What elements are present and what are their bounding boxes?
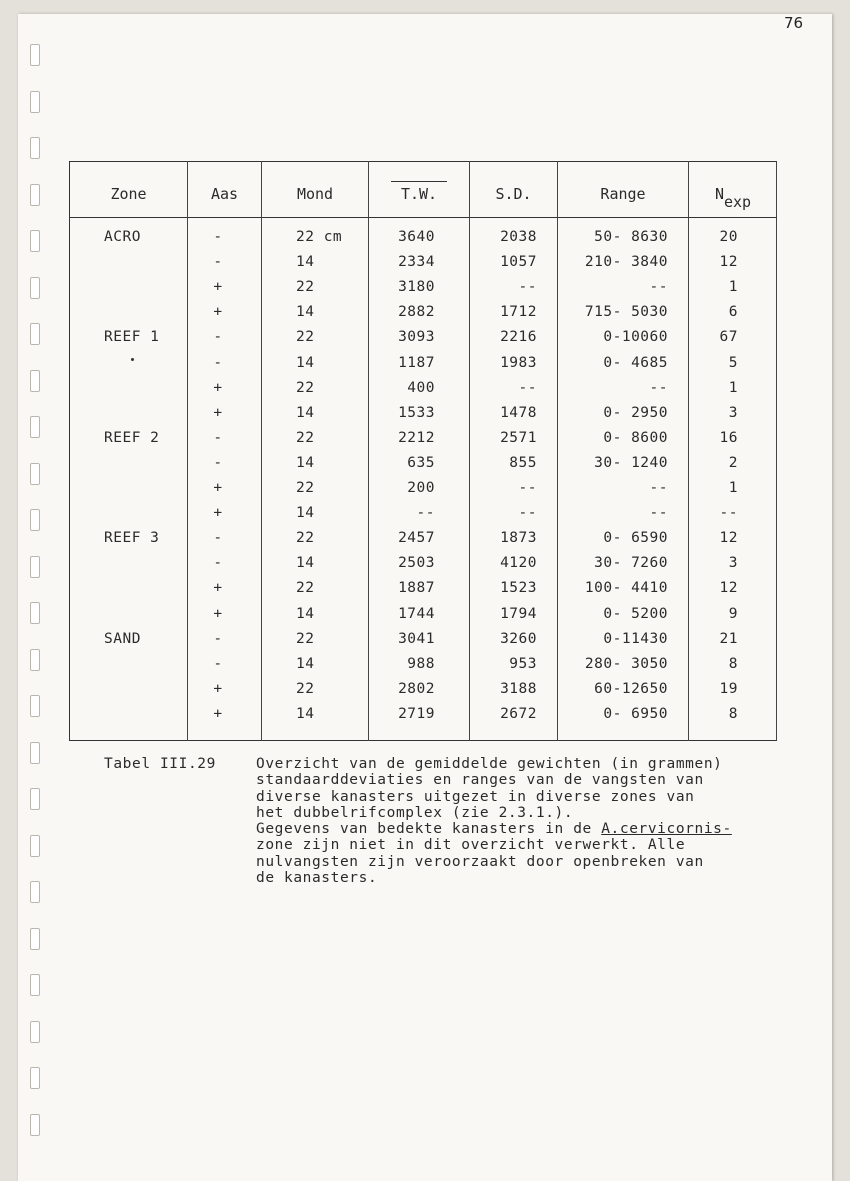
header-aas: Aas — [210, 185, 239, 203]
table-cell-tw: 1887 — [398, 580, 435, 597]
table-cell-mond: 14 — [296, 555, 315, 572]
binder-hole — [30, 695, 40, 717]
table-cell-tw: 1533 — [398, 404, 435, 421]
table-cell-aas: + — [213, 680, 223, 697]
table-cell-mond: 14 — [296, 705, 315, 722]
table-cell-n: 8 — [728, 705, 738, 722]
table-cell-aas: - — [213, 429, 223, 446]
caption-label: Tabel III.29 — [104, 756, 216, 772]
table-cell-n: 1 — [728, 279, 738, 296]
table-cell-tw: 400 — [407, 379, 435, 396]
table-cell-aas: - — [213, 329, 223, 346]
table-cell-sd: 953 — [509, 655, 537, 672]
table-cell-tw: 1187 — [398, 354, 435, 371]
table-cell-aas: - — [213, 655, 223, 672]
table-cell-tw: 2802 — [398, 680, 435, 697]
table-cell-tw: 2334 — [398, 254, 435, 271]
table-cell-range: -- — [649, 279, 668, 296]
table-cell-n: 8 — [728, 655, 738, 672]
table-cell-range: 210- 3840 — [584, 254, 668, 271]
table-cell-sd: 1057 — [500, 254, 537, 271]
table-cell-zone: ACRO — [104, 229, 141, 245]
table-cell-n: 20 — [719, 229, 738, 245]
caption-line: Gegevens van bedekte kanasters in de — [256, 821, 602, 838]
table-cell-aas: - — [213, 354, 223, 371]
table-cell-range: 60-12650 — [594, 680, 668, 697]
table-cell-tw: 1744 — [398, 605, 435, 622]
binder-hole — [30, 44, 40, 66]
table-cell-range: -- — [649, 379, 668, 396]
binder-hole — [30, 788, 40, 810]
table-cell-aas: - — [213, 530, 223, 547]
binder-hole — [30, 881, 40, 903]
table-cell-n: 12 — [719, 530, 738, 547]
table-cell-range: 0-10060 — [603, 329, 668, 346]
table-caption — [256, 756, 796, 886]
table-cell-aas: + — [213, 279, 223, 296]
table-cell-tw: -- — [416, 505, 435, 522]
binder-hole — [30, 91, 40, 113]
table-cell-n: 5 — [728, 354, 738, 371]
table-cell-range: 280- 3050 — [584, 655, 668, 672]
table-cell-sd: 1712 — [500, 304, 537, 321]
table-cell-tw: 2212 — [398, 429, 435, 446]
binder-hole — [30, 1114, 40, 1136]
table-cell-sd: 2038 — [500, 229, 537, 245]
table-cell-mond: 22 — [296, 429, 315, 446]
table-cell-tw: 3180 — [398, 279, 435, 296]
table-cell-sd: -- — [518, 279, 537, 296]
table-cell-n: 3 — [728, 555, 738, 572]
binder-hole — [30, 509, 40, 531]
table-cell-tw: 2719 — [398, 705, 435, 722]
table-cell-aas: + — [213, 480, 223, 496]
table-cell-n: 9 — [728, 605, 738, 622]
caption-line: nulvangsten zijn veroorzaakt door openbreken van — [256, 853, 704, 870]
table-cell-tw: 3640 — [398, 229, 435, 245]
table-cell-range: 715- 5030 — [584, 304, 668, 321]
caption-line: Overzicht van de gemiddelde gewichten (in grammen) — [256, 756, 723, 772]
binder-hole — [30, 416, 40, 438]
table-header-rule — [69, 217, 777, 218]
table-cell-n: -- — [719, 505, 738, 522]
column-divider — [688, 161, 689, 741]
table-cell-aas: + — [213, 505, 223, 522]
table-cell-n: 21 — [719, 630, 738, 647]
binder-hole — [30, 230, 40, 252]
binder-hole — [30, 370, 40, 392]
table-cell-range: 30- 1240 — [594, 454, 668, 471]
header-tw: T.W. — [369, 185, 469, 203]
column-divider — [557, 161, 558, 741]
table-cell-mond: 14 — [296, 404, 315, 421]
table-cell-range: 0- 6590 — [603, 530, 668, 547]
header-mond: Mond — [296, 185, 334, 203]
table-cell-mond: 22 — [296, 630, 315, 647]
table-cell-tw: 2503 — [398, 555, 435, 572]
caption-line: standaarddeviaties en ranges van de vangsten van — [256, 772, 704, 789]
table-cell-sd: 1983 — [500, 354, 537, 371]
column-divider — [368, 161, 369, 741]
table-cell-n: 67 — [719, 329, 738, 346]
binder-hole — [30, 137, 40, 159]
table-cell-mond: 22 — [296, 680, 315, 697]
table-cell-zone: REEF 2 — [104, 429, 160, 446]
table-cell-mond: 22 cm — [296, 229, 343, 245]
header-sd: S.D. — [495, 185, 532, 203]
table-cell-tw: 3093 — [398, 329, 435, 346]
binder-hole — [30, 463, 40, 485]
column-divider — [261, 161, 262, 741]
table-cell-sd: 1523 — [500, 580, 537, 597]
table-cell-n: 1 — [728, 480, 738, 496]
binder-hole — [30, 928, 40, 950]
table-cell-mond: 14 — [296, 454, 315, 471]
table-cell-sd: 1794 — [500, 605, 537, 622]
header-range: Range — [600, 185, 646, 203]
table-cell-sd: 855 — [509, 454, 537, 471]
stray-mark — [131, 358, 134, 361]
table-cell-mond: 22 — [296, 480, 315, 496]
table-cell-sd: 2571 — [500, 429, 537, 446]
caption-line: de kanasters. — [256, 870, 378, 887]
table-cell-aas: + — [213, 580, 223, 597]
page-number: 76 — [784, 14, 804, 32]
table-cell-tw: 2882 — [398, 304, 435, 321]
table-cell-aas: - — [213, 254, 223, 271]
binder-hole — [30, 277, 40, 299]
table-cell-sd: 3260 — [500, 630, 537, 647]
table-cell-tw: 635 — [407, 454, 435, 471]
header-n: N — [714, 185, 724, 203]
header-zone: Zone — [110, 185, 147, 203]
table-cell-mond: 22 — [296, 530, 315, 547]
table-cell-sd: -- — [518, 505, 537, 522]
table-cell-aas: - — [213, 555, 223, 572]
binder-hole — [30, 742, 40, 764]
table-cell-mond: 14 — [296, 254, 315, 271]
table-cell-n: 2 — [728, 454, 738, 471]
table-cell-aas: + — [213, 404, 223, 421]
table-cell-mond: 14 — [296, 605, 315, 622]
table-cell-aas: + — [213, 705, 223, 722]
table-cell-range: 0- 5200 — [603, 605, 668, 622]
header-n-exp — [689, 185, 777, 211]
table-cell-tw: 988 — [407, 655, 435, 672]
binder-hole — [30, 649, 40, 671]
table-cell-range: 0- 4685 — [603, 354, 668, 371]
binder-hole — [30, 835, 40, 857]
caption-line: diverse kanasters uitgezet in diverse zones van — [256, 788, 695, 805]
binder-hole — [30, 184, 40, 206]
table-cell-n: 1 — [728, 379, 738, 396]
table-cell-sd: 2216 — [500, 329, 537, 346]
table-cell-range: 100- 4410 — [584, 580, 668, 597]
table-cell-n: 19 — [719, 680, 738, 697]
table-cell-sd: 3188 — [500, 680, 537, 697]
table-cell-sd: 1873 — [500, 530, 537, 547]
binder-hole — [30, 556, 40, 578]
table-cell-range: 50- 8630 — [594, 229, 668, 245]
binder-hole — [30, 323, 40, 345]
table-cell-mond: 22 — [296, 329, 315, 346]
table-cell-range: 30- 7260 — [594, 555, 668, 572]
table-cell-mond: 22 — [296, 279, 315, 296]
table-cell-aas: + — [213, 605, 223, 622]
table-cell-mond: 14 — [296, 655, 315, 672]
binder-hole — [30, 974, 40, 996]
species-name: A.cervicornis- — [601, 821, 732, 838]
table-cell-zone: REEF 3 — [104, 530, 160, 547]
table-cell-zone: REEF 1 — [104, 329, 160, 346]
table-cell-aas: - — [213, 229, 223, 245]
table-cell-range: -- — [649, 505, 668, 522]
binder-hole — [30, 602, 40, 624]
table-cell-range: 0- 6950 — [603, 705, 668, 722]
binder-hole — [30, 1021, 40, 1043]
table-cell-n: 16 — [719, 429, 738, 446]
caption-line: het dubbelrifcomplex (zie 2.3.1.). — [256, 804, 574, 821]
table-cell-sd: 1478 — [500, 404, 537, 421]
table-cell-sd: -- — [518, 480, 537, 496]
table-cell-n: 12 — [719, 580, 738, 597]
table-cell-tw: 200 — [407, 480, 435, 496]
table-cell-sd: 4120 — [500, 555, 537, 572]
table-cell-aas: - — [213, 454, 223, 471]
table-cell-sd: 2672 — [500, 705, 537, 722]
table-cell-range: -- — [649, 480, 668, 496]
table-cell-sd: -- — [518, 379, 537, 396]
table-cell-mond: 14 — [296, 505, 315, 522]
table-cell-n: 6 — [728, 304, 738, 321]
table-cell-n: 12 — [719, 254, 738, 271]
table-cell-mond: 14 — [296, 304, 315, 321]
table-cell-aas: - — [213, 630, 223, 647]
table-cell-aas: + — [213, 304, 223, 321]
table-cell-mond: 22 — [296, 379, 315, 396]
table-cell-mond: 14 — [296, 354, 315, 371]
table-cell-n: 3 — [728, 404, 738, 421]
table-cell-aas: + — [213, 379, 223, 396]
table-cell-range: 0- 2950 — [603, 404, 668, 421]
table-cell-tw: 3041 — [398, 630, 435, 647]
binder-hole — [30, 1067, 40, 1089]
table-cell-range: 0-11430 — [603, 630, 668, 647]
table-cell-mond: 22 — [296, 580, 315, 597]
caption-line: zone zijn niet in dit overzicht verwerkt. Alle — [256, 837, 686, 854]
table-cell-range: 0- 8600 — [603, 429, 668, 446]
table-cell-tw: 2457 — [398, 530, 435, 547]
header-n-subscript: exp — [723, 193, 752, 211]
table-cell-zone: SAND — [104, 630, 141, 647]
